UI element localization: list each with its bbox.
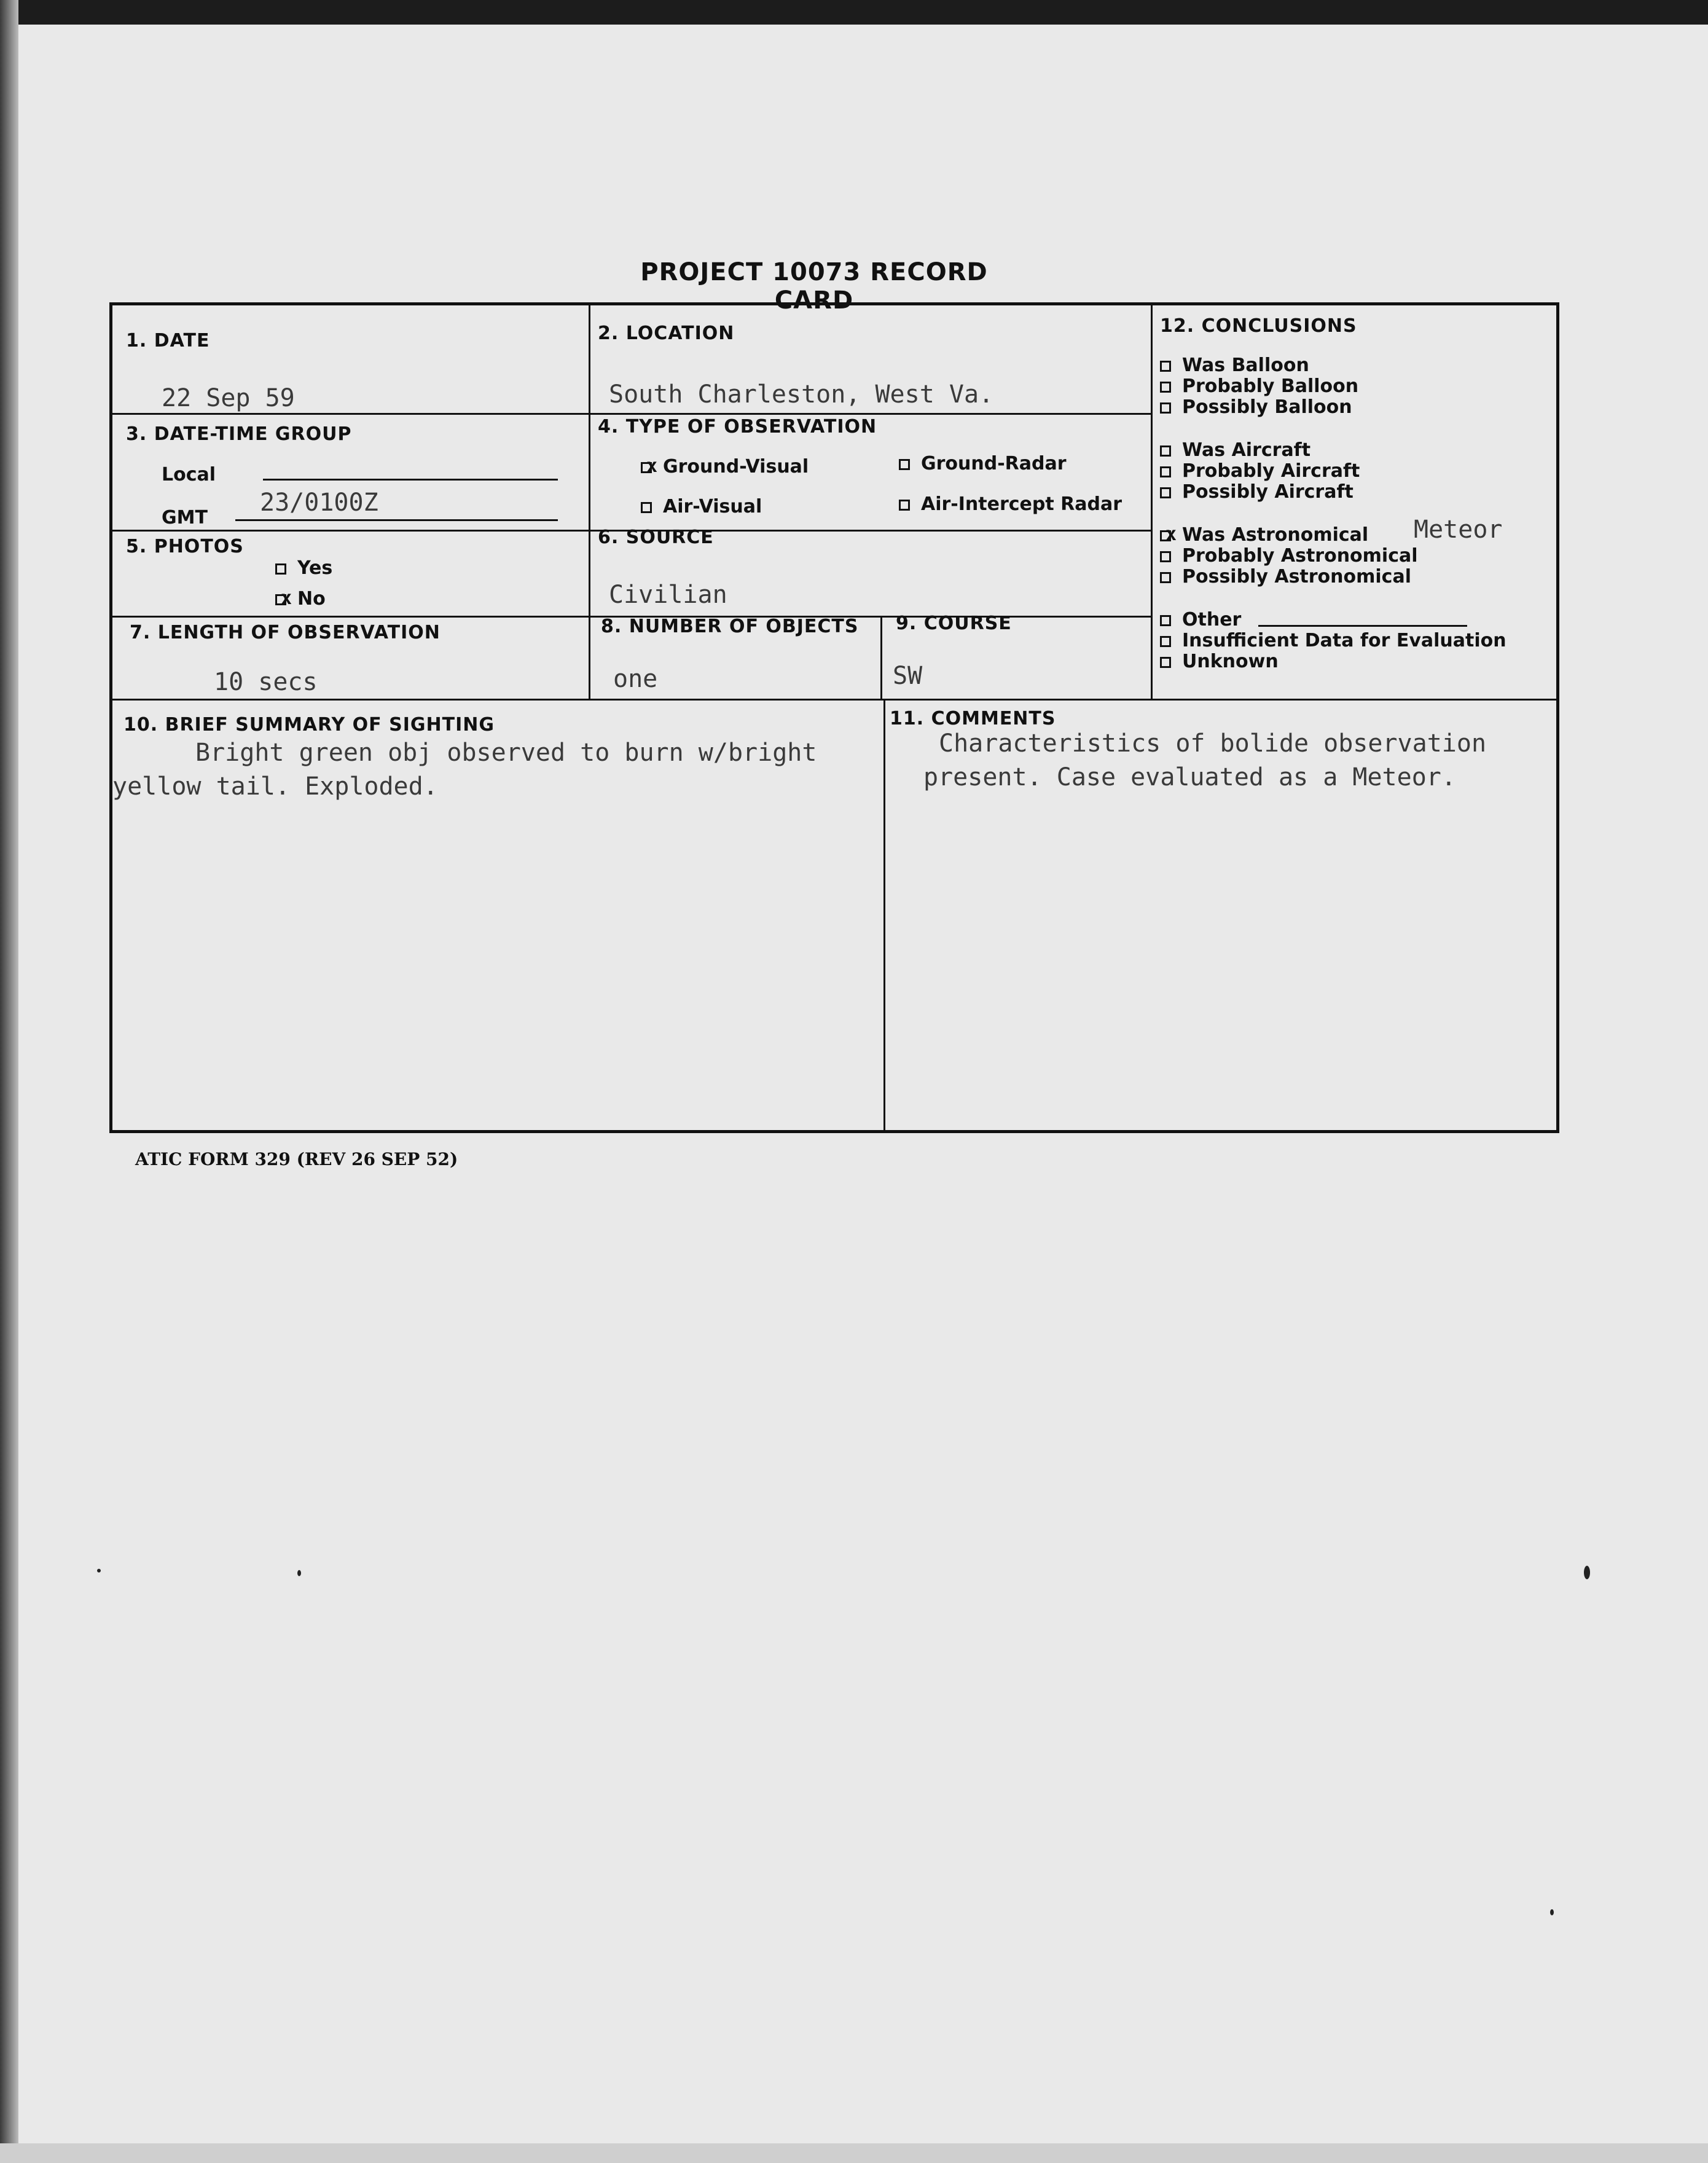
comments-line-2: present. Case evaluated as a Meteor. — [923, 763, 1456, 791]
comments-line-1: Characteristics of bolide observation — [939, 729, 1487, 758]
length-of-observation-label: 7. LENGTH OF OBSERVATION — [130, 622, 441, 643]
checkbox-icon — [1160, 572, 1171, 583]
option-ground-radar — [899, 453, 1067, 474]
scan-speck — [297, 1570, 301, 1576]
source-label: 6. SOURCE — [598, 527, 714, 548]
checkbox-icon — [899, 500, 910, 511]
checkbox-icon — [1160, 487, 1171, 498]
photos-label: 5. PHOTOS — [126, 536, 244, 557]
scan-speck — [1550, 1909, 1554, 1915]
scan-bottom-edge — [0, 2143, 1708, 2163]
option-label: Possibly Balloon — [1182, 396, 1352, 418]
conclusion-other — [1160, 609, 1241, 630]
col-divider-3 — [1151, 305, 1153, 699]
option-label: Unknown — [1182, 651, 1279, 672]
option-label: Air-Visual — [663, 496, 762, 517]
conclusion-was-astronomical — [1160, 524, 1368, 546]
conclusion-probably-aircraft — [1160, 460, 1360, 482]
conclusion-was-balloon — [1160, 355, 1309, 376]
conclusion-possibly-balloon — [1160, 396, 1352, 418]
checkbox-icon — [1160, 446, 1171, 457]
astronomical-note: Meteor — [1414, 516, 1503, 544]
location-value: South Charleston, West Va. — [609, 380, 994, 409]
photos-yes — [275, 557, 332, 579]
conclusion-unknown — [1160, 651, 1279, 672]
option-label: Other — [1182, 609, 1242, 630]
conclusion-insufficient-data — [1160, 630, 1506, 651]
option-label: Insufficient Data for Evaluation — [1182, 630, 1506, 651]
row-divider-4 — [112, 699, 1556, 701]
option-label: Yes — [297, 557, 333, 579]
checkbox-icon — [1160, 530, 1171, 541]
col-divider-2 — [880, 616, 882, 699]
checkbox-icon — [899, 459, 910, 470]
checkbox-icon — [1160, 615, 1171, 626]
col-divider-1 — [589, 305, 590, 699]
summary-label: 10. BRIEF SUMMARY OF SIGHTING — [123, 714, 495, 736]
photos-no — [275, 588, 326, 610]
scan-speck — [97, 1569, 101, 1572]
record-card — [109, 302, 1559, 1133]
date-value: 22 Sep 59 — [162, 384, 295, 412]
option-air-visual — [641, 496, 762, 517]
checkbox-icon — [1160, 551, 1171, 562]
checkbox-icon — [1160, 657, 1171, 668]
option-label: Possibly Astronomical — [1182, 566, 1411, 587]
gmt-value: 23/0100Z — [260, 489, 378, 517]
row-divider-1 — [112, 413, 1151, 415]
type-of-observation-label: 4. TYPE OF OBSERVATION — [598, 416, 877, 438]
card-title: PROJECT 10073 RECORD CARD — [640, 258, 988, 315]
option-ground-visual — [641, 456, 809, 477]
date-label: 1. DATE — [126, 330, 210, 351]
summary-line-1: Bright green obj observed to burn w/bright — [195, 739, 817, 767]
checkbox-icon — [1160, 466, 1171, 477]
option-air-intercept-radar — [899, 493, 1122, 515]
form-number: ATIC FORM 329 (REV 26 SEP 52) — [135, 1149, 458, 1169]
option-label: Was Aircraft — [1182, 439, 1311, 461]
option-label: Ground-Radar — [921, 453, 1067, 474]
course-label: 9. COURSE — [896, 613, 1012, 634]
option-label: No — [297, 588, 326, 610]
checkbox-icon — [275, 563, 286, 575]
scan-speck — [1584, 1566, 1590, 1579]
option-label: Possibly Aircraft — [1182, 481, 1353, 503]
checkbox-icon — [1160, 636, 1171, 647]
length-of-observation-value: 10 secs — [214, 668, 318, 696]
gmt-underline — [235, 519, 558, 521]
location-label: 2. LOCATION — [598, 323, 735, 344]
option-label: Ground-Visual — [663, 456, 809, 477]
number-of-objects-label: 8. NUMBER OF OBJECTS — [601, 616, 859, 637]
course-value: SW — [893, 662, 923, 690]
number-of-objects-value: one — [613, 665, 658, 693]
checkbox-icon — [275, 594, 286, 605]
conclusion-possibly-astronomical — [1160, 566, 1411, 587]
option-label: Was Astronomical — [1182, 524, 1369, 546]
other-underline — [1258, 625, 1467, 627]
gmt-label: GMT — [162, 507, 208, 528]
local-underline — [263, 479, 558, 481]
scan-left-edge — [0, 0, 18, 2163]
option-label: Probably Balloon — [1182, 375, 1359, 397]
option-label: Probably Aircraft — [1182, 460, 1360, 482]
conclusions-label: 12. CONCLUSIONS — [1160, 315, 1357, 337]
checkbox-icon — [1160, 361, 1171, 372]
source-value: Civilian — [609, 581, 727, 609]
option-label: Was Balloon — [1182, 355, 1309, 376]
checkbox-icon — [1160, 382, 1171, 393]
checkbox-icon — [1160, 402, 1171, 414]
checkbox-icon — [641, 502, 652, 513]
option-label: Probably Astronomical — [1182, 545, 1418, 567]
conclusion-possibly-aircraft — [1160, 481, 1353, 503]
checkbox-icon — [641, 462, 652, 473]
local-label: Local — [162, 464, 216, 485]
scan-top-edge — [0, 0, 1708, 25]
conclusion-probably-astronomical — [1160, 545, 1418, 567]
conclusion-was-aircraft — [1160, 439, 1310, 461]
summary-line-2: yellow tail. Exploded. — [112, 772, 438, 801]
conclusion-probably-balloon — [1160, 375, 1358, 397]
comments-label: 11. COMMENTS — [890, 708, 1056, 729]
date-time-group-label: 3. DATE-TIME GROUP — [126, 423, 352, 445]
col-divider-4 — [883, 699, 885, 1132]
option-label: Air-Intercept Radar — [921, 493, 1122, 515]
